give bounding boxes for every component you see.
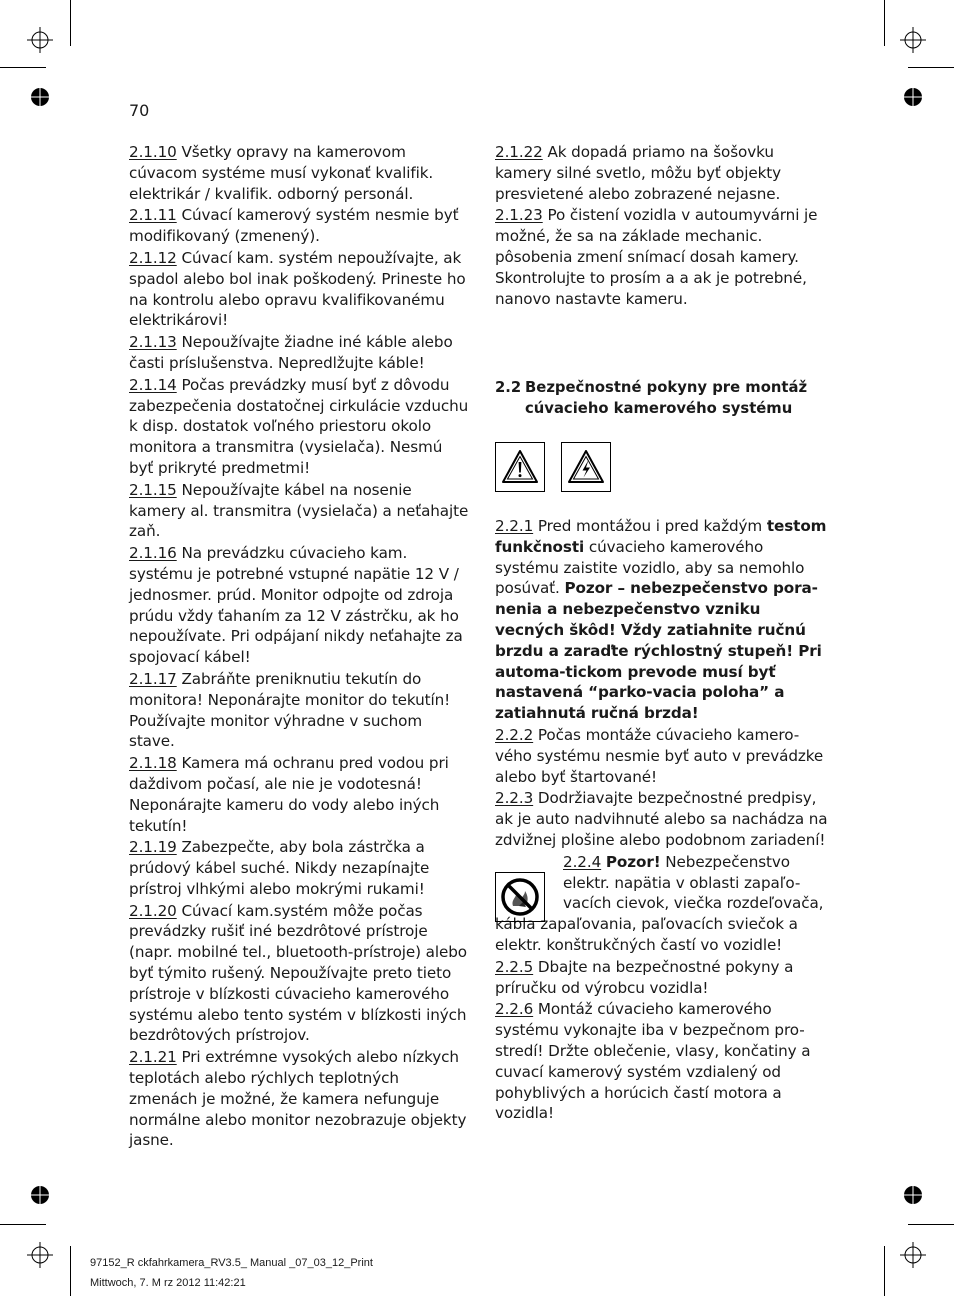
- item-text: Zabráňte preniknutiu tekutín do monitora! Neponárajte monitor do tekutín! Používajte monitor výhradne v suchom stave.: [129, 669, 451, 751]
- registration-mark-icon: [27, 27, 53, 53]
- item-number: 2.2.5: [495, 957, 534, 976]
- item-text: Cúvací kam. systém nepoužívajte, ak spadol alebo bol inak poškodený. Prineste ho na kontrolu alebo opravu kvalifikovanému elektrikárovi!: [129, 248, 466, 330]
- page-number: 70: [129, 101, 150, 120]
- item-number: 2.1.20: [129, 901, 177, 920]
- paragraph: [129, 480, 469, 542]
- item-text: Cúvací kam.systém môže počas prevádzky rušiť iné bezdrôtové prístroje (napr. mobilné tel., bluetooth-prístroje) alebo byť týmito rušený. Nepoužívajte preto tieto prístroje v blízkosti cúvacieho kamerového systému alebo tento systém v blízkosti iných bezdrôtových prístrojov.: [129, 901, 467, 1045]
- crop-mark: [70, 1246, 71, 1296]
- item-text: cúvacieho kamerového systému zaistite vozidlo, aby sa nemohlo posúvať.: [495, 537, 805, 598]
- section-heading: [495, 377, 825, 419]
- item-number: 2.1.13: [129, 333, 177, 352]
- paragraph: [495, 999, 831, 1124]
- item-number: 2.1.15: [129, 480, 177, 499]
- general-warning-box: [495, 442, 545, 492]
- item-number: 2.2.2: [495, 725, 534, 744]
- prohibition-box: [495, 872, 545, 922]
- item-emphasis: testom funkčnosti: [495, 517, 827, 556]
- crop-mark: [70, 0, 71, 46]
- item-text: Dbajte na bezpečnostné pokyny a príručku od výrobcu vozidla!: [495, 957, 794, 997]
- item-text: Nepoužívajte žiadne iné káble alebo časti príslušenstva. Nepredlžujte káble!: [129, 333, 453, 372]
- item-emphasis: Pozor!: [605, 852, 661, 871]
- crop-mark: [908, 67, 954, 68]
- paragraph: [129, 375, 469, 479]
- crop-mark: [0, 67, 46, 68]
- section-title-line1: Bezpečnostné pokyny pre montáž: [525, 379, 808, 396]
- paragraph: [495, 725, 831, 787]
- section-title-line2: cúvacieho kamerového systému: [525, 400, 793, 417]
- item-text: Všetky opravy na kamerovom cúvacom systéme musí vykonať kvalifik. elektrikár / kvalifik. odborný personál.: [129, 143, 434, 203]
- paragraph: [129, 332, 469, 374]
- no-open-flame-icon: [499, 876, 541, 918]
- item-number: 2.1.11: [129, 206, 177, 225]
- paragraph: [495, 852, 831, 956]
- paragraph: [495, 957, 831, 999]
- item-warning: Pozor – nebezpečenstvo pora-nenia a nebezpečenstvo vzniku vecných škôd! Vždy zatiahnite ručnú brzdu a zaraďte rýchlostný stupeň! Pri automa-tickom prevode musí byť nastavená “parko-vacia poloha” a zatiahnutá ručná brzda!: [495, 579, 822, 723]
- paragraph: [129, 248, 469, 331]
- item-number: 2.1.19: [129, 838, 177, 857]
- item-text: Na prevádzku cúvacieho kam. systému je potrebné vstupné napätie 12 V / jednosmer. prúd. Monitor odpojte od zdroja prúdu vždy ťahaním za 12 V zástrčku, ak ho nepoužívate. Pri odpájaní nikdy neťahajte za spojovací kábel!: [129, 544, 463, 667]
- paragraph: [129, 205, 469, 247]
- item-number: 2.1.18: [129, 754, 177, 773]
- paragraph: [495, 788, 831, 850]
- item-number: 2.1.16: [129, 544, 177, 563]
- registration-dot-icon: [30, 1185, 50, 1205]
- registration-dot-icon: [30, 87, 50, 107]
- paragraph: [129, 669, 469, 752]
- crop-mark: [884, 1246, 885, 1296]
- item-text: Zabezpečte, aby bola zástrčka a prúdový kábel suché. Nikdy nezapínajte prístroj vlhkými alebo mokrými rukami!: [129, 838, 430, 898]
- item-text: Pred montážou i pred každým: [533, 517, 767, 535]
- paragraph: [129, 142, 469, 204]
- paragraph: [129, 753, 469, 836]
- general-warning-icon: [500, 447, 540, 487]
- print-slug-line2: Mittwoch, 7. M rz 2012 11:42:21: [90, 1277, 246, 1289]
- item-number: 2.1.12: [129, 248, 177, 267]
- item-number: 2.1.17: [129, 669, 177, 688]
- paragraph: [129, 1047, 469, 1151]
- item-text: Po čistení vozidla v autoumyvárni je možné, že sa na základe mechanic. pôsobenia zmení snímací dosah kamery. Skontrolujte to prosím a a ak je potrebné, nanovo nastavte kameru.: [495, 206, 818, 308]
- left-column: [129, 142, 469, 1152]
- paragraph: [495, 142, 831, 204]
- item-text: Kamera má ochranu pred vodou pri daždivom počasí, ale nie je vodotesná! Neponárajte kameru do vody alebo iných tekutín!: [129, 754, 449, 835]
- item-text: Ak dopadá priamo na šošovku kamery silné svetlo, môžu byť objekty presvietené alebo zobrazené nejasne.: [495, 143, 782, 203]
- registration-mark-icon: [900, 1242, 926, 1268]
- paragraph: [495, 516, 831, 724]
- paragraph: [129, 837, 469, 899]
- paragraph: [129, 901, 469, 1047]
- item-text: Nebezpečenstvo elektr. napätia v oblasti zapaľo-vacích cievok, viečka rozdeľovača, kábla zapaľovania, paľovacích sviečok a elektr. konštrukčných častí vo vozidle!: [495, 852, 824, 954]
- item-number: 2.1.23: [495, 206, 543, 225]
- item-text: Pri extrémne vysokých alebo nízkych teplotách alebo rýchlych teplotných zmenách je možné, že kamera nefunguje normálne alebo monitor nezobrazuje objekty jasne.: [129, 1048, 467, 1150]
- electric-hazard-box: [561, 442, 611, 492]
- item-text: Dodržiavajte bezpečnostné predpisy, ak je auto nadvihnuté alebo sa nachádza na zdvižnej plošine alebo podobnom zariadení!: [495, 789, 828, 849]
- item-number: 2.1.14: [129, 375, 177, 394]
- paragraph: [129, 543, 469, 668]
- crop-mark: [884, 0, 885, 46]
- crop-mark: [908, 1224, 954, 1225]
- registration-dot-icon: [903, 87, 923, 107]
- crop-mark: [0, 1224, 46, 1225]
- electric-hazard-icon: [566, 447, 606, 487]
- registration-dot-icon: [903, 1185, 923, 1205]
- paragraph: [495, 205, 831, 309]
- item-text: Nepoužívajte kábel na nosenie kamery al. transmitra (vysielača) a neťahajte zaň.: [129, 480, 469, 541]
- item-text: Počas prevádzky musí byť z dôvodu zabezpečenia dostatočnej cirkulácie vzduchu k disp. dostatok voľného priestoru okolo monitora a transmitra (vysielača). Nesmú byť prikryté predmetmi!: [129, 375, 469, 477]
- item-text: Montáž cúvacieho kamerového systému vykonajte iba v bezpečnom pro-stredí! Držte oblečenie, vlasy, končatiny a cuvací kamerový systém vzdialený od pohyblivých a horúcich častí motora a vozidla!: [495, 1000, 811, 1123]
- item-number: 2.2.4: [563, 852, 602, 871]
- item-number: 2.1.21: [129, 1048, 177, 1067]
- item-text: Cúvací kamerový systém nesmie byť modifikovaný (zmenený).: [129, 206, 459, 246]
- section-number: 2.2: [495, 379, 522, 396]
- item-number: 2.1.22: [495, 143, 543, 161]
- item-number: 2.2.1: [495, 517, 534, 535]
- item-number: 2.2.3: [495, 789, 534, 808]
- registration-mark-icon: [900, 27, 926, 53]
- item-number: 2.2.6: [495, 1000, 534, 1019]
- registration-mark-icon: [27, 1242, 53, 1268]
- print-slug-line1: 97152_R ckfahrkamera_RV3.5_ Manual _07_03_12_Print: [90, 1257, 373, 1269]
- item-number: 2.1.10: [129, 143, 177, 161]
- right-column-top: [495, 142, 831, 310]
- item-text: Počas montáže cúvacieho kamero-vého systému nesmie byť auto v prevádzke alebo byť štartované!: [495, 725, 824, 786]
- right-column-section: [495, 516, 831, 1125]
